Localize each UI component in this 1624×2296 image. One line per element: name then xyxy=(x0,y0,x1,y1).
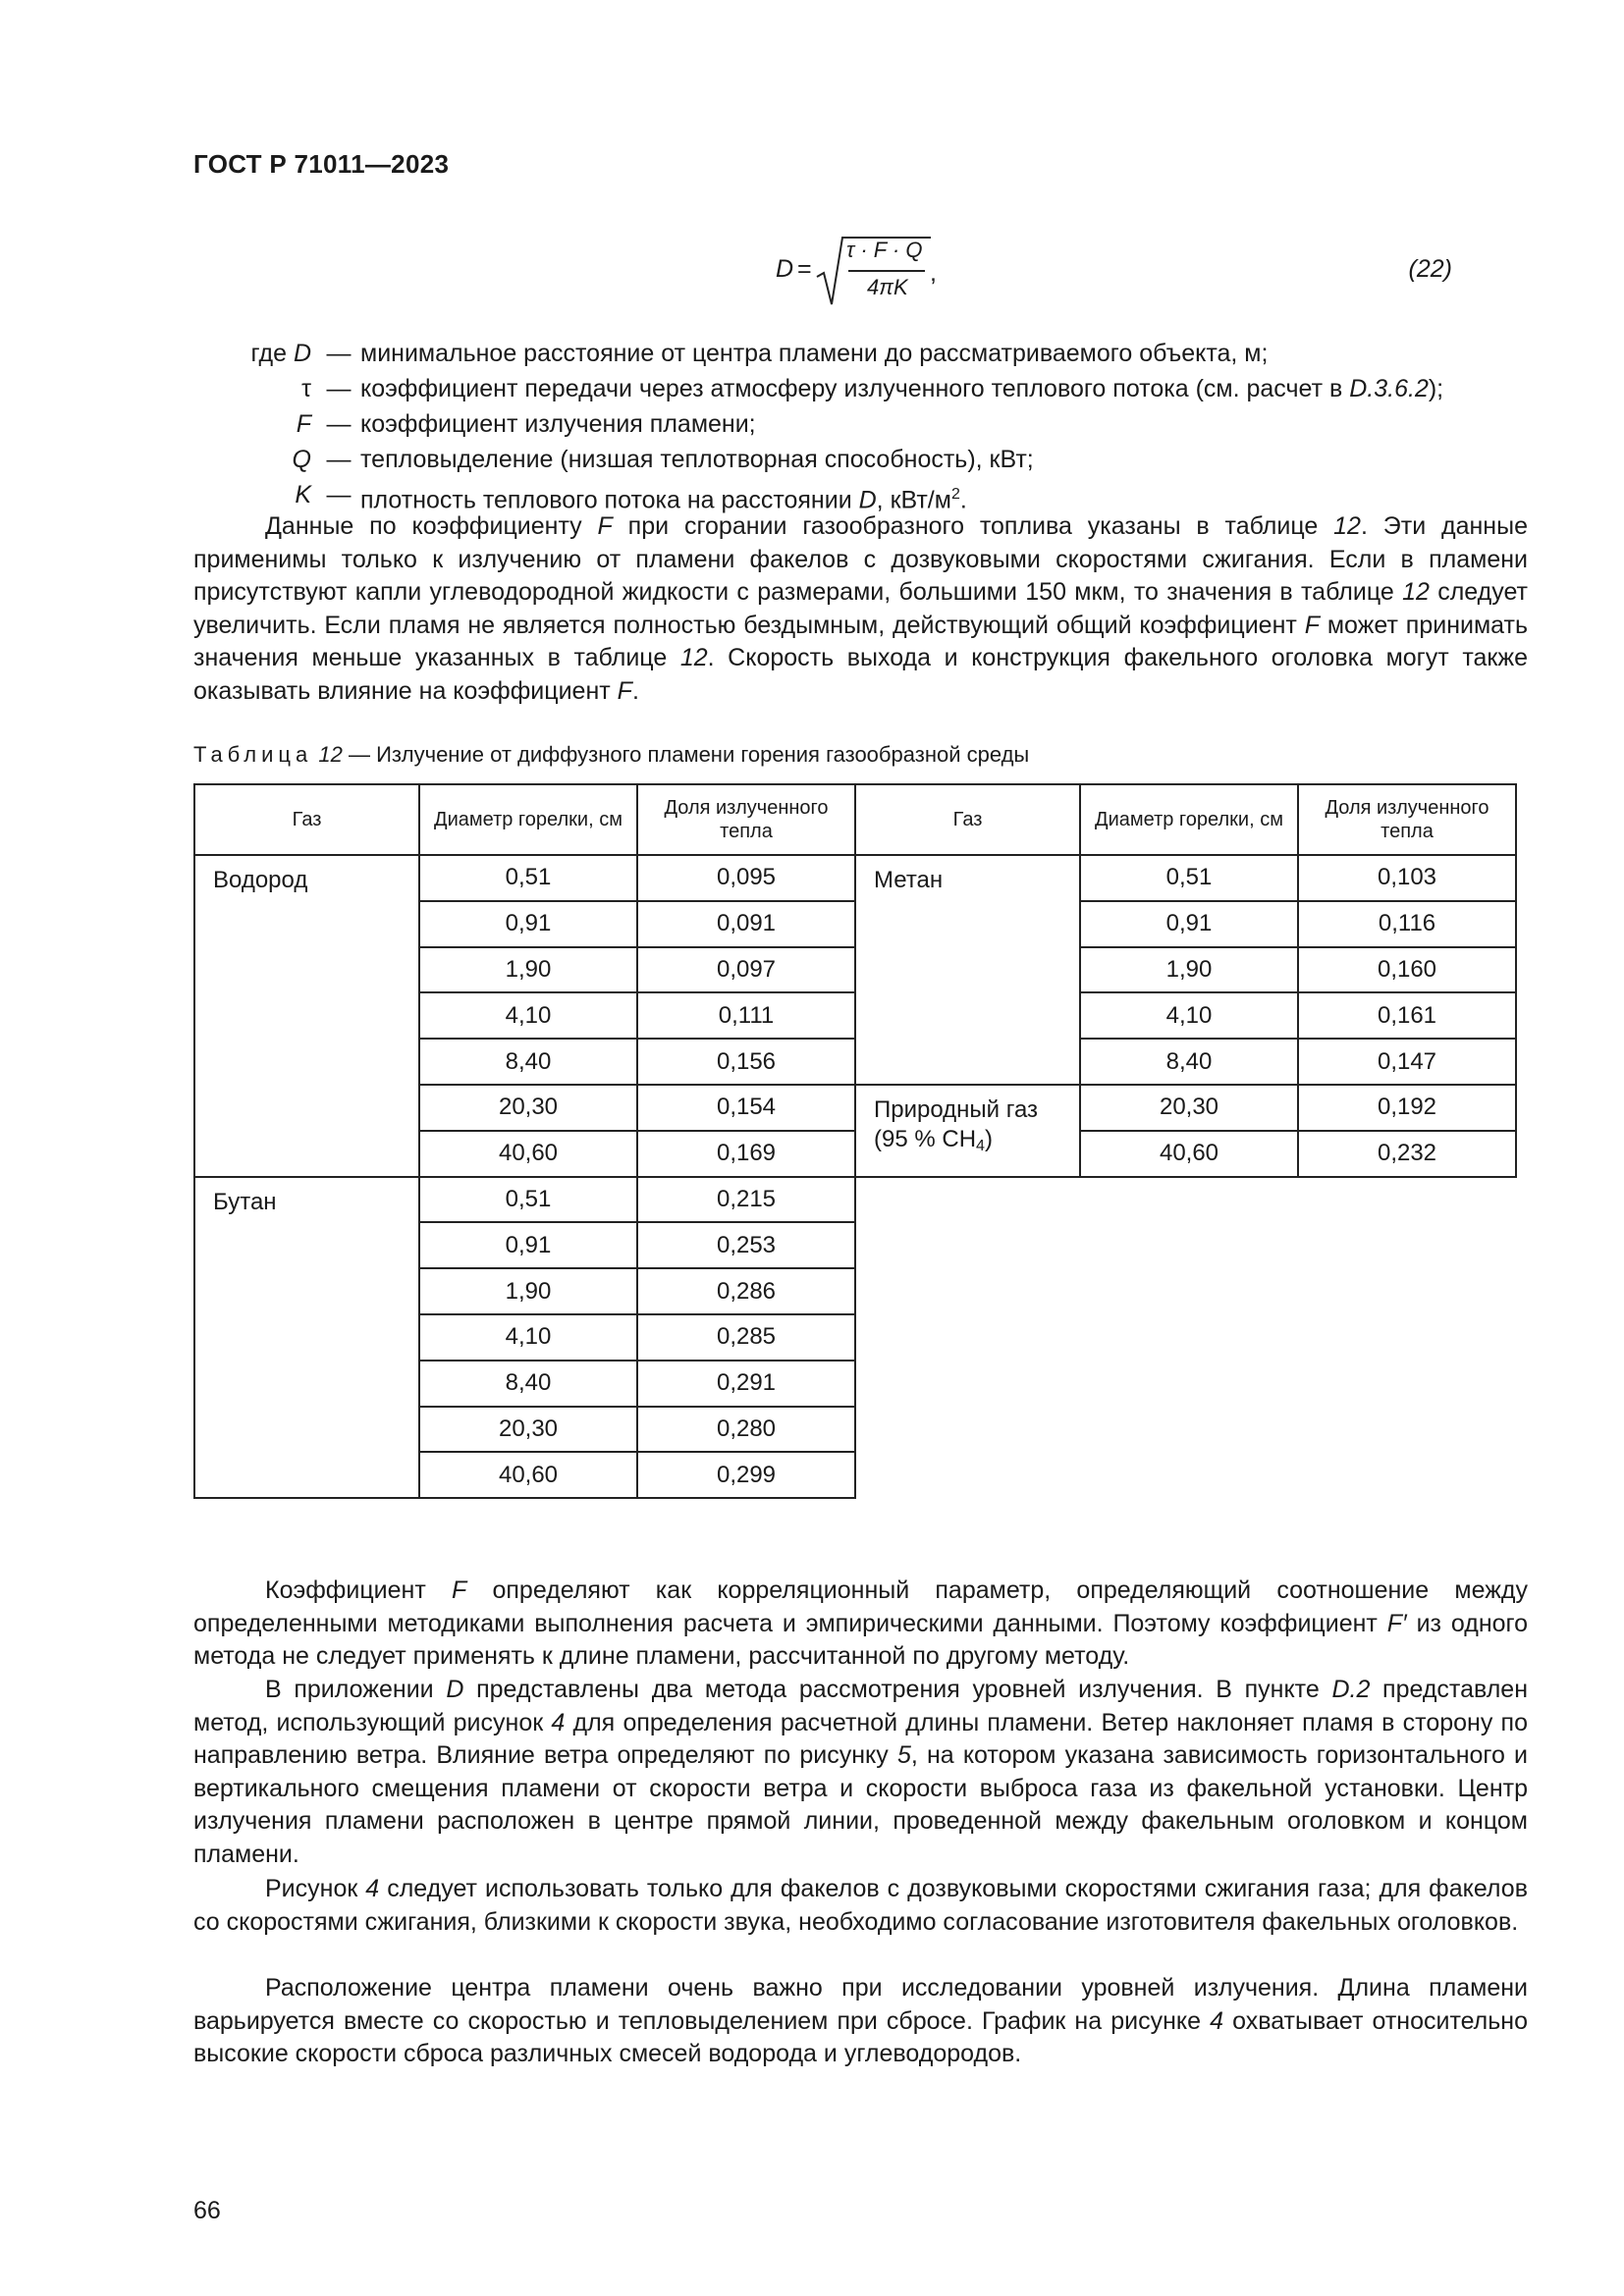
paragraph-coefficient-definition: Коэффициент F определяют как корреляционный параметр, определяющий соотношение между определенными методиками выполнения расчета и эмпирическими данными. Поэтому коэффициент F′ из одного метода не следует применять к длине пламени, рассчитанной по другому методу. xyxy=(193,1576,1529,1671)
table-row: 4,10 0,285 xyxy=(194,1314,1516,1361)
table-row: 0,91 0,091 0,91 0,116 xyxy=(194,901,1516,947)
table-row: Бутан 0,51 0,215 xyxy=(194,1177,1516,1223)
table-header-row xyxy=(194,784,1516,855)
table-empty-area xyxy=(855,1177,1516,1499)
table-row: 20,30 0,154 Природный газ (95 % $CH_4$) 20,30 0,192 xyxy=(194,1085,1516,1131)
header-gas: Газ xyxy=(855,784,1080,855)
definition-text: плотность теплового потока на расстоянии D, кВт/$м^2$. xyxy=(360,486,967,514)
formula-comma: , xyxy=(930,259,937,287)
table-caption xyxy=(193,742,1029,768)
definition-row: Q — тепловыделение (низшая теплотворная способность), кВт; xyxy=(193,442,1529,477)
definition-row: K — плотность теплового потока на расстоянии D, кВт/$м^2$. xyxy=(193,477,1529,512)
definition-row: τ — коэффициент передачи через атмосферу излученного теплового потока (см. расчет в D.3.6.2); xyxy=(193,371,1529,406)
header-gas: Газ xyxy=(194,784,419,855)
formula-22 xyxy=(776,234,952,312)
definitions-list xyxy=(193,336,1529,512)
paragraph-coefficient-data: Данные по коэффициенту F при сгорании газообразного топлива указаны в таблице 12. Эти данные применимы только к излучению от пламени факелов с дозвуковыми скоростями сжигания. Если в пламени присутствуют капли углеводородной жидкости с размерами, большими 150 мкм, то значения в таблице 12 следует увеличить. Если пламя не является полностью бездымным, действующий общий коэффициент F может принимать значения меньше указанных в таблице 12. Скорость выхода и конструкция факельного оголовка могут также оказывать влияние на коэффициент F. xyxy=(193,512,1528,705)
table-row: 40,60 0,169 40,60 0,232 xyxy=(194,1131,1516,1177)
definition-symbol: Q xyxy=(292,446,311,473)
gas-hydrogen: Водород xyxy=(194,855,419,1177)
table-row: 8,40 0,291 xyxy=(194,1361,1516,1407)
header-diameter: Диаметр горелки, см xyxy=(419,784,637,855)
definition-row: где D — минимальное расстояние от центра пламени до рассматриваемого объекта, м; xyxy=(193,336,1529,371)
definition-text: минимальное расстояние от центра пламени до рассматриваемого объекта, м; xyxy=(360,340,1269,367)
gas-butane: Бутан xyxy=(194,1177,419,1499)
table-row: 4,10 0,111 4,10 0,161 xyxy=(194,992,1516,1039)
table-row: 1,90 0,286 xyxy=(194,1268,1516,1314)
definition-text: коэффициент передачи через атмосферу излученного теплового потока (см. расчет в D.3.6.2); xyxy=(360,375,1444,402)
table-row: 8,40 0,156 8,40 0,147 xyxy=(194,1039,1516,1085)
definition-symbol: τ xyxy=(301,375,311,402)
formula-equals: = xyxy=(797,255,812,283)
table-row: 1,90 0,097 1,90 0,160 xyxy=(194,947,1516,993)
table-row: 0,91 0,253 xyxy=(194,1222,1516,1268)
gas-methane: Метан xyxy=(855,855,1080,1085)
formula-denominator: 4πK xyxy=(867,275,908,299)
definition-row: F — коэффициент излучения пламени; xyxy=(193,406,1529,442)
definition-text: тепловыделение (низшая теплотворная способность), кВт; xyxy=(360,446,1034,473)
paragraph-flame-center: Расположение центра пламени очень важно при исследовании уровней излучения. Длина пламени варьируется вместе со скоростью и тепловыделением при сбросе. График на рисунке 4 охватывает относительно высокие скорости сброса различных смесей водорода и углеводородов. xyxy=(193,1974,1529,2068)
paragraph-figure-4-usage: Рисунок 4 следует использовать только для факелов с дозвуковыми скоростями сжигания газа; для факелов со скоростями сжигания, близкими к скорости звука, необходимо согласование изготовителя факельных оголовков. xyxy=(193,1875,1528,1936)
gas-natural-gas: Природный газ (95 % $CH_4$) xyxy=(855,1085,1080,1177)
header-diameter: Диаметр горелки, см xyxy=(1080,784,1298,855)
definition-symbol: D xyxy=(293,340,311,367)
formula-lhs: D xyxy=(776,255,794,283)
page-number: 66 xyxy=(193,2197,221,2224)
table-caption-number: 12 xyxy=(318,742,343,767)
definition-prefix: где xyxy=(250,340,287,367)
table-12 xyxy=(193,783,1517,1499)
definition-symbol: F xyxy=(296,410,311,438)
definition-text: коэффициент излучения пламени; xyxy=(360,410,756,438)
paragraph-methods: В приложении D представлены два метода рассмотрения уровней излучения. В пункте D.2 представлен метод, использующий рисунок 4 для определения расчетной длины пламени. Ветер наклоняет пламя в сторону по направлению ветра. Влияние ветра определяют по рисунку 5, на котором указана зависимость горизонтального и вертикального смещения пламени от скорости ветра и скорости выброса газа из факельной установки. Центр излучения пламени расположен в центре прямой линии, проведенной между факельным оголовком и концом пламени. xyxy=(193,1676,1529,1868)
header-fraction: Доля излученного тепла xyxy=(1298,784,1516,855)
table-row: Водород 0,51 0,095 Метан 0,51 0,103 xyxy=(194,855,1516,901)
header-fraction: Доля излученного тепла xyxy=(637,784,855,855)
definition-symbol: K xyxy=(295,481,311,508)
table-row: 40,60 0,299 xyxy=(194,1452,1516,1498)
table-caption-title: — Излучение от диффузного пламени горения газообразной среды xyxy=(349,742,1030,767)
table-row: 20,30 0,280 xyxy=(194,1407,1516,1453)
table-caption-word: Таблица xyxy=(193,742,313,767)
equation-number: (22) xyxy=(1408,255,1452,283)
formula-numerator: τ · F · Q xyxy=(846,238,923,262)
document-header: ГОСТ Р 71011—2023 xyxy=(193,149,450,179)
